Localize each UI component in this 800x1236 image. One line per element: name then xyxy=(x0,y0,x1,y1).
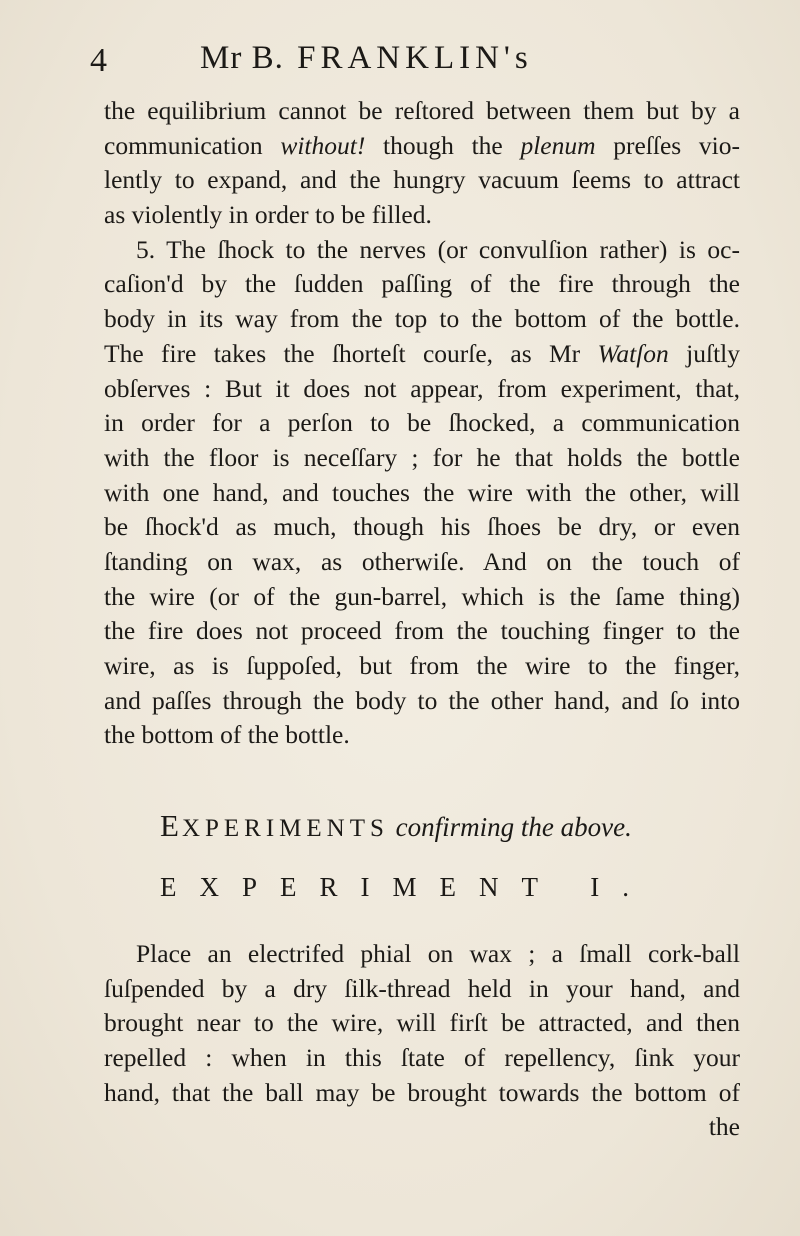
text-line-with-italics xyxy=(104,337,740,372)
text-line: the bottom of the bottle. xyxy=(104,720,350,750)
text-line: 5. The ſhock to the nerves (or convulſion rather) is oc- xyxy=(136,234,740,264)
text-line: ſuſpended by a dry ſilk-thread held in your hand, and xyxy=(104,973,740,1003)
body-text-top xyxy=(104,94,740,753)
text-line: hand, that the ball may be brought towards the bottom of xyxy=(104,1077,740,1107)
text-line: Place an electrifed phial on wax ; a ſmall cork-ball xyxy=(136,939,740,968)
experiment-title: EXPERIMENT I. xyxy=(160,872,652,902)
text-line: the fire does not proceed from the touching finger to the xyxy=(104,616,740,646)
heading-italic: confirming the above. xyxy=(395,812,632,842)
text-line: caſion'd by the ſudden paſſing of the fire through the xyxy=(104,269,740,299)
heading-initial: E xyxy=(160,808,182,843)
running-head xyxy=(200,40,533,77)
text-line: be ſhock'd as much, though his ſhoes be dry, or even xyxy=(104,512,740,542)
text-fragment: The fire takes the ſhorteſt courſe, as Mr xyxy=(104,338,598,368)
page-number: 4 xyxy=(90,42,107,79)
text-line: repelled : when in this ſtate of repellency, ſink your xyxy=(104,1043,740,1073)
text-line: wire, as is ſuppoſed, but from the wire to the finger, xyxy=(104,651,740,680)
text-fragment: communication xyxy=(104,130,281,160)
italic-watson: Watſon xyxy=(597,338,669,368)
text-line: ſtanding on wax, as otherwiſe. And on the touch of xyxy=(104,546,740,576)
body-text-bottom xyxy=(104,937,740,1145)
section-heading xyxy=(160,808,720,844)
catchword: the xyxy=(708,1112,740,1142)
running-head-mr: Mr B. xyxy=(200,40,284,76)
heading-caps: XPERIMENTS xyxy=(181,815,389,842)
text-line: the equilibrium cannot be reſtored between them but by a xyxy=(104,96,740,125)
text-line: in order for a perſon to be ſhocked, a communication xyxy=(104,408,740,438)
text-fragment: though the xyxy=(365,130,521,160)
text-line: lently to expand, and the hungry vacuum ſeems to attract xyxy=(104,165,740,195)
italic-without: without! xyxy=(280,130,366,160)
page-header xyxy=(90,38,730,84)
text-line: and paſſes through the body to the other hand, and ſo into xyxy=(104,685,740,715)
running-head-name: FRANKLIN's xyxy=(297,40,533,76)
text-line: obſerves : But it does not appear, from experiment, that, xyxy=(104,373,740,403)
text-line: as violently in order to be filled. xyxy=(104,200,432,230)
text-line: with one hand, and touches the wire with the other, will xyxy=(104,477,740,507)
text-line-with-italics xyxy=(104,129,740,164)
text-line: brought near to the wire, will firſt be attracted, and then xyxy=(104,1008,740,1038)
text-line: with the floor is neceſſary ; for he that holds the bottle xyxy=(104,442,740,472)
text-line: the wire (or of the gun-barrel, which is the ſame thing) xyxy=(104,581,740,611)
text-line: body in its way from the top to the bottom of the bottle. xyxy=(104,304,740,334)
italic-plenum: plenum xyxy=(520,130,596,160)
text-fragment: juſtly xyxy=(668,338,740,368)
text-fragment: preſſes vio- xyxy=(595,130,740,160)
